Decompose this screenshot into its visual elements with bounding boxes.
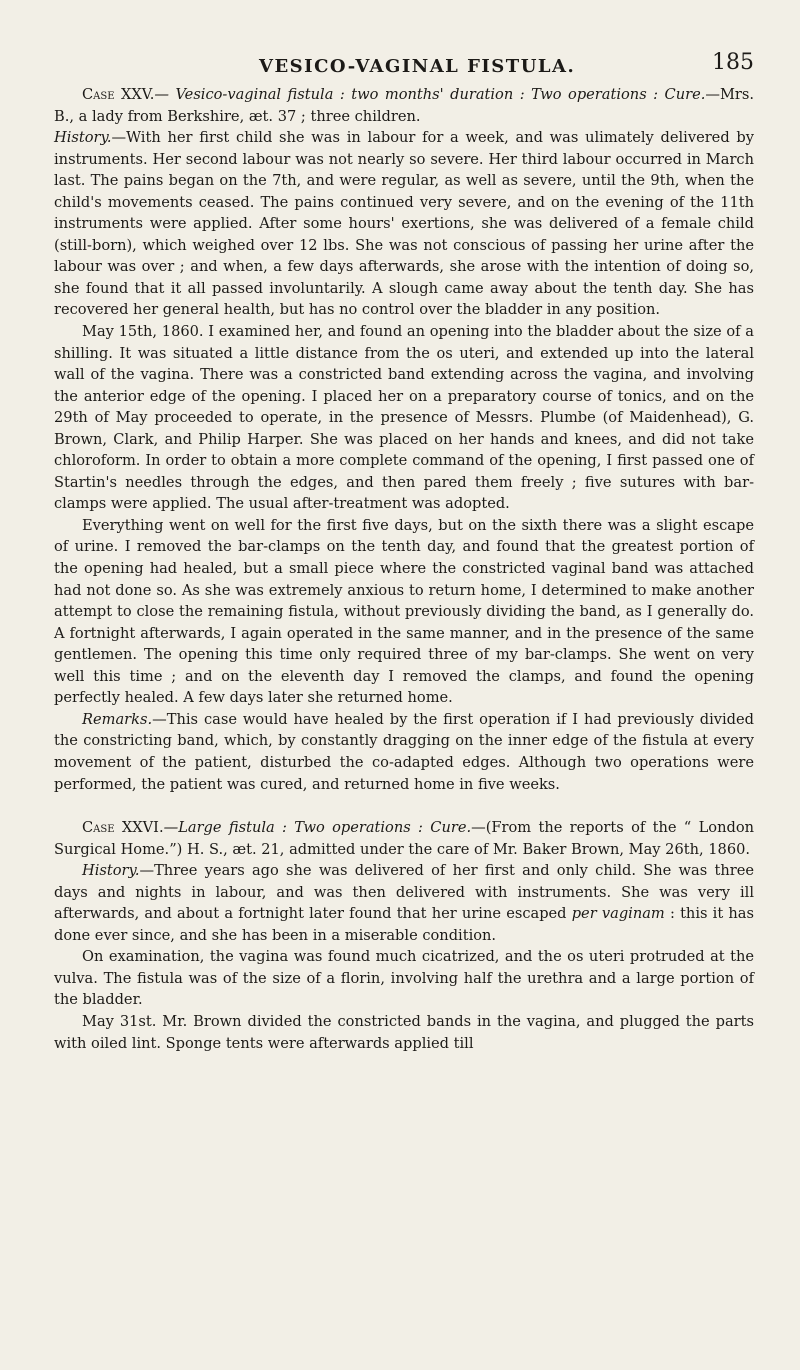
- case-26-history-text-a: —Three years ago she was delivered of her first and only child. She was three days and nights in labour, and was then delivered with instruments. She was very ill afterwards, and about a fortnight later found that her urine escaped: [54, 862, 754, 923]
- case-25-remarks-label: Remarks.: [82, 710, 153, 728]
- case-25-label: Case XXV.: [82, 86, 155, 103]
- case-25-heading-paragraph: [54, 84, 754, 321]
- case-25-remarks-paragraph: [54, 709, 754, 795]
- case-25-history-text: —With her first child she was in labour for a week, and was ulimately delivered by instruments. Her second labour was not nearly so severe. Her third labour occurred in March last. The pains began on the 7th, and were regular, as well as severe, until the 9th, when the child's movements ceased. The pains continued very severe, and on the evening of the 11th instruments were applied. After some hours' exertions, she was delivered of a female child (still-born), which weighed over 12 lbs. She was not conscious of passing her urine after the labour was over ; and when, a few days afterwards, she arose with the intention of doing so, she found that it all passed involuntarily. A slough came away about the tenth day. She has recovered her general health, but has no control over the bladder in any position.: [54, 129, 754, 319]
- case-26-history-paragraph: [54, 860, 754, 946]
- case-25-may15-paragraph: May 15th, 1860. I examined her, and found an opening into the bladder about the size of a shilling. It was situated a little distance from the os uteri, and extended up into the lateral wall of the vagina. There was a constricted band extending across the vagina, and involving the anterior edge of the opening. I placed her on a preparatory course of tonics, and on the 29th of May proceeded to operate, in the presence of Messrs. Plumbe (of Maidenhead), G. Brown, Clark, and Philip Harper. She was placed on her hands and knees, and did not take chloroform. In order to obtain a more complete command of the opening, I first passed one of Startin's needles through the edges, and then pared them freely ; five sutures with bar-clamps were applied. The usual after-treatment was adopted.: [54, 323, 754, 513]
- case-26-label: Case XXVI.: [82, 819, 164, 837]
- case-26-history-text-b: : this it has done ever since, and she has been in a miserable condition.: [54, 905, 755, 944]
- case-25: [54, 84, 754, 795]
- running-head: [54, 50, 754, 84]
- page-number: 185: [712, 50, 754, 75]
- case-26: [54, 817, 754, 1054]
- case-26-title: —Large fistula : Two operations : Cure.: [163, 819, 472, 837]
- case-26-heading-paragraph: [54, 817, 754, 860]
- case-25-history-label: History.: [54, 129, 112, 147]
- case-25-remarks-text: —This case would have healed by the first operation if I had previously divided the constricting band, which, by constantly dragging on the inner edge of the fistula at every movement of the patient, disturbed the co-adapted edges. Although two operations were performed, the patient was cured, and returned home in five weeks.: [54, 710, 754, 793]
- case-26-history-italic: per vaginam: [571, 905, 665, 923]
- running-title: VESICO-VAGINAL FISTULA.: [259, 56, 576, 77]
- case-25-intro: —Mrs. B., a lady from Berkshire, æt. 37 ; three children.: [54, 86, 754, 125]
- case-26-exam-paragraph: On examination, the vagina was found much cicatrized, and the os uteri protruded at the vulva. The fistula was of the size of a florin, involving half the urethra and a large portion of the bladder.: [54, 948, 754, 1009]
- case-25-title: — Vesico-vaginal fistula : two months' duration : Two operations : Cure.: [154, 86, 706, 103]
- case-26-intro: —(From the reports of the “ London Surgical Home.”) H. S., æt. 21, admitted under the care of Mr. Baker Brown, May 26th, 1860.: [54, 819, 754, 858]
- case-26-history-label: History.: [82, 862, 140, 880]
- case-25-everything-paragraph: Everything went on well for the first five days, but on the sixth there was a slight escape of urine. I removed the bar-clamps on the tenth day, and found that the greatest portion of the opening had healed, but a small piece where the constricted vaginal band was attached had not done so. As she was extremely anxious to return home, I determined to make another attempt to close the remaining fistula, without previously dividing the band, as I generally do. A fortnight afterwards, I again operated in the same manner, and in the presence of the same gentlemen. The opening this time only required three of my bar-clamps. She went on very well this time ; and on the eleventh day I removed the clamps, and found the opening perfectly healed. A few days later she returned home.: [54, 516, 754, 707]
- case-26-may31-paragraph: May 31st. Mr. Brown divided the constricted bands in the vagina, and plugged the parts with oiled lint. Sponge tents were afterwards applied till: [54, 1012, 754, 1052]
